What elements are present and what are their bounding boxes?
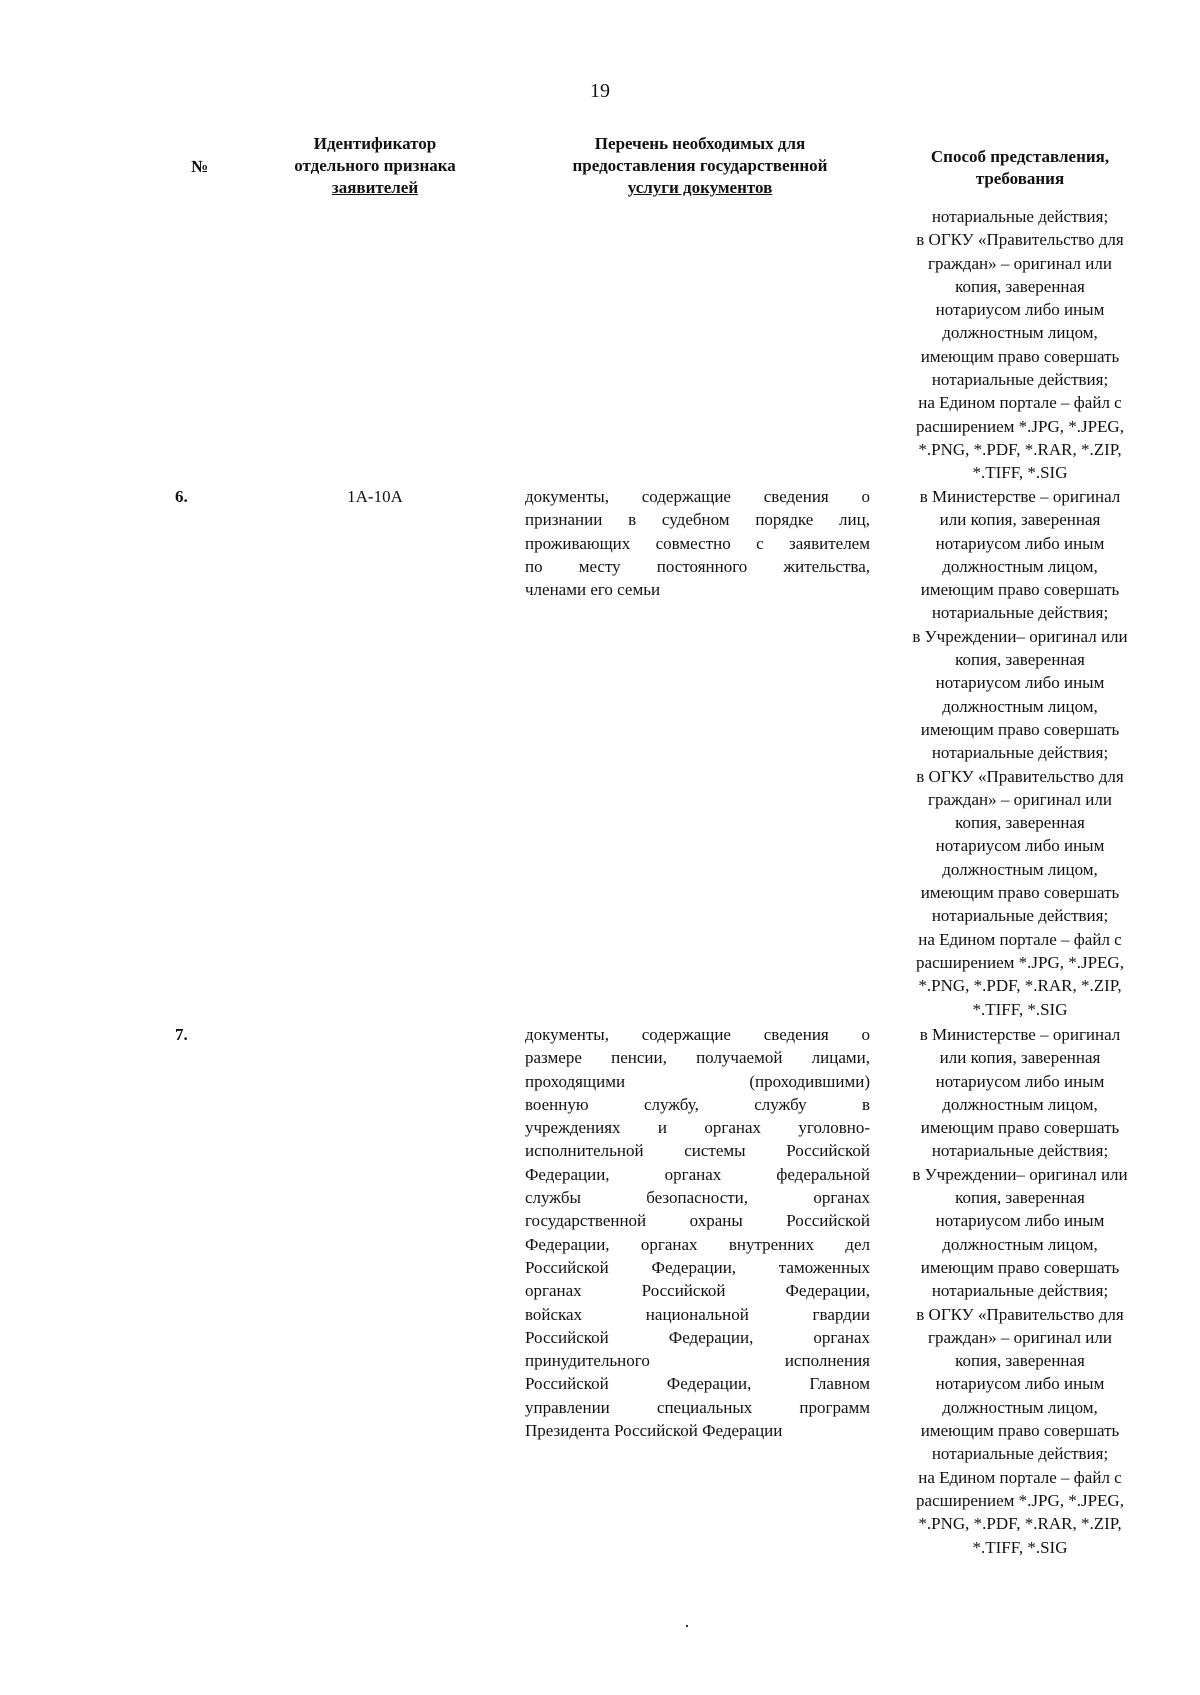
row-method — [885, 1023, 1155, 1559]
row-number: 7. — [175, 1025, 188, 1044]
header-documents-line: услуги документов — [627, 178, 773, 197]
method-line: должностным лицом, — [942, 323, 1098, 343]
header-method-line: требования — [975, 169, 1065, 188]
documents-line: Президента Российской Федерации — [525, 1421, 783, 1441]
method-line: или копия, заверенная — [939, 510, 1101, 530]
method-line: копия, заверенная — [955, 650, 1085, 670]
header-identifier-line: заявителей — [331, 178, 419, 197]
method-line: копия, заверенная — [955, 276, 1085, 296]
method-line: в ОГКУ «Правительство для — [916, 1304, 1124, 1324]
method-line: нотариальные действия; — [931, 906, 1109, 926]
documents-line: признании в судебном порядке лиц, — [525, 510, 870, 530]
method-line: в Министерстве – оригинал — [919, 487, 1121, 506]
documents-line: военную службу, службу в — [525, 1094, 870, 1114]
method-line: имеющим право совершать — [920, 346, 1120, 366]
method-line: на Едином портале – файл с — [918, 929, 1122, 949]
method-line: в Учреждении– оригинал или — [912, 626, 1128, 646]
method-line: в ОГКУ «Правительство для — [916, 230, 1124, 250]
method-line: нотариусом либо иным — [935, 836, 1105, 856]
method-line: *.PNG, *.PDF, *.RAR, *.ZIP, — [918, 1514, 1122, 1534]
method-line: *.TIFF, *.SIG — [972, 999, 1068, 1019]
documents-line: Российской Федерации, органах — [525, 1327, 870, 1347]
method-line: нотариусом либо иным — [935, 533, 1105, 553]
method-line: нотариальные действия; — [931, 370, 1109, 390]
page-number: 19 — [590, 80, 610, 102]
method-line: в ОГКУ «Правительство для — [916, 766, 1124, 786]
method-line: нотариальные действия; — [931, 603, 1109, 623]
method-line: копия, заверенная — [955, 1351, 1085, 1371]
method-line: *.PNG, *.PDF, *.RAR, *.ZIP, — [918, 976, 1122, 996]
method-line: должностным лицом, — [942, 1094, 1098, 1114]
method-line: имеющим право совершать — [920, 1421, 1120, 1441]
documents-line: Российской Федерации, таможенных — [525, 1257, 870, 1277]
method-line: должностным лицом, — [942, 859, 1098, 879]
method-line: нотариальные действия; — [931, 1141, 1109, 1161]
documents-line: проходящими (проходившими) — [525, 1071, 870, 1091]
method-line: нотариальные действия; — [931, 743, 1109, 763]
method-line: *.TIFF, *.SIG — [972, 463, 1068, 483]
documents-line: размере пенсии, получаемой лицами, — [525, 1048, 870, 1068]
method-line: расширением *.JPG, *.JPEG, — [916, 416, 1124, 436]
method-line: на Едином портале – файл с — [918, 1467, 1122, 1487]
row-documents — [525, 1023, 870, 1442]
documents-line: органах Российской Федерации, — [525, 1281, 870, 1301]
documents-line: документы, содержащие сведения о — [525, 1025, 870, 1044]
documents-line: Федерации, органах внутренних дел — [525, 1234, 870, 1254]
header-number: № — [191, 157, 209, 176]
documents-line: государственной охраны Российской — [525, 1211, 870, 1231]
method-line: должностным лицом, — [942, 1397, 1098, 1417]
header-documents-line: предоставления государственной — [572, 156, 828, 175]
method-line: копия, заверенная — [955, 813, 1085, 833]
documents-line: по месту постоянного жительства, — [525, 556, 870, 576]
method-line: в Учреждении– оригинал или — [912, 1164, 1128, 1184]
method-line: должностным лицом, — [942, 556, 1098, 576]
documents-line: членами его семьи — [525, 580, 661, 600]
header-identifier — [250, 133, 500, 199]
method-line: граждан» – оригинал или — [928, 253, 1112, 273]
method-line: нотариусом либо иным — [935, 1374, 1105, 1394]
method-line: нотариусом либо иным — [935, 1211, 1105, 1231]
method-line: граждан» – оригинал или — [928, 1327, 1112, 1347]
method-line: в Министерстве – оригинал — [919, 1025, 1121, 1044]
method-line: нотариусом либо иным — [935, 673, 1105, 693]
method-line: имеющим право совершать — [920, 580, 1120, 600]
method-line: имеющим право совершать — [920, 719, 1120, 739]
method-line: *.PNG, *.PDF, *.RAR, *.ZIP, — [918, 439, 1122, 459]
carryover-method-cell — [885, 205, 1155, 485]
method-line: нотариальные действия; — [931, 1444, 1109, 1464]
documents-line: проживающих совместно с заявителем — [525, 533, 870, 553]
method-line: копия, заверенная — [955, 1188, 1085, 1208]
documents-line: Российской Федерации, Главном — [525, 1374, 870, 1394]
method-line: граждан» – оригинал или — [928, 789, 1112, 809]
method-line: на Едином портале – файл с — [918, 393, 1122, 413]
documents-line: Федерации, органах федеральной — [525, 1164, 870, 1184]
method-line: должностным лицом, — [942, 696, 1098, 716]
documents-line: службы безопасности, органах — [525, 1188, 870, 1208]
row-identifier: 1А-10А — [347, 487, 403, 506]
header-identifier-line: отдельного признака — [294, 156, 456, 175]
header-documents — [530, 133, 870, 199]
header-method — [885, 146, 1155, 190]
header-documents-line: Перечень необходимых для — [594, 134, 806, 153]
documents-line: исполнительной системы Российской — [525, 1141, 870, 1161]
row-number: 6. — [175, 487, 188, 506]
method-line: расширением *.JPG, *.JPEG, — [916, 1490, 1124, 1510]
method-line: нотариальные действия; — [931, 207, 1109, 226]
method-line: нотариусом либо иным — [935, 1071, 1105, 1091]
documents-line: учреждениях и органах уголовно- — [525, 1118, 870, 1138]
method-line: имеющим право совершать — [920, 1257, 1120, 1277]
documents-line: войсках национальной гвардии — [525, 1304, 870, 1324]
method-line: имеющим право совершать — [920, 883, 1120, 903]
row-documents — [525, 485, 870, 601]
method-line: расширением *.JPG, *.JPEG, — [916, 952, 1124, 972]
header-identifier-line: Идентификатор — [313, 134, 437, 153]
method-line: нотариальные действия; — [931, 1281, 1109, 1301]
method-line: имеющим право совершать — [920, 1118, 1120, 1138]
row-method — [885, 485, 1155, 1021]
header-method-line: Способ представления, — [930, 147, 1110, 166]
documents-line: управлении специальных программ — [525, 1397, 870, 1417]
method-line: должностным лицом, — [942, 1234, 1098, 1254]
method-line: *.TIFF, *.SIG — [972, 1537, 1068, 1557]
method-line: или копия, заверенная — [939, 1048, 1101, 1068]
documents-line: документы, содержащие сведения о — [525, 487, 870, 506]
documents-line: принудительного исполнения — [525, 1351, 870, 1371]
method-line: нотариусом либо иным — [935, 300, 1105, 320]
scan-speck — [686, 1625, 688, 1627]
